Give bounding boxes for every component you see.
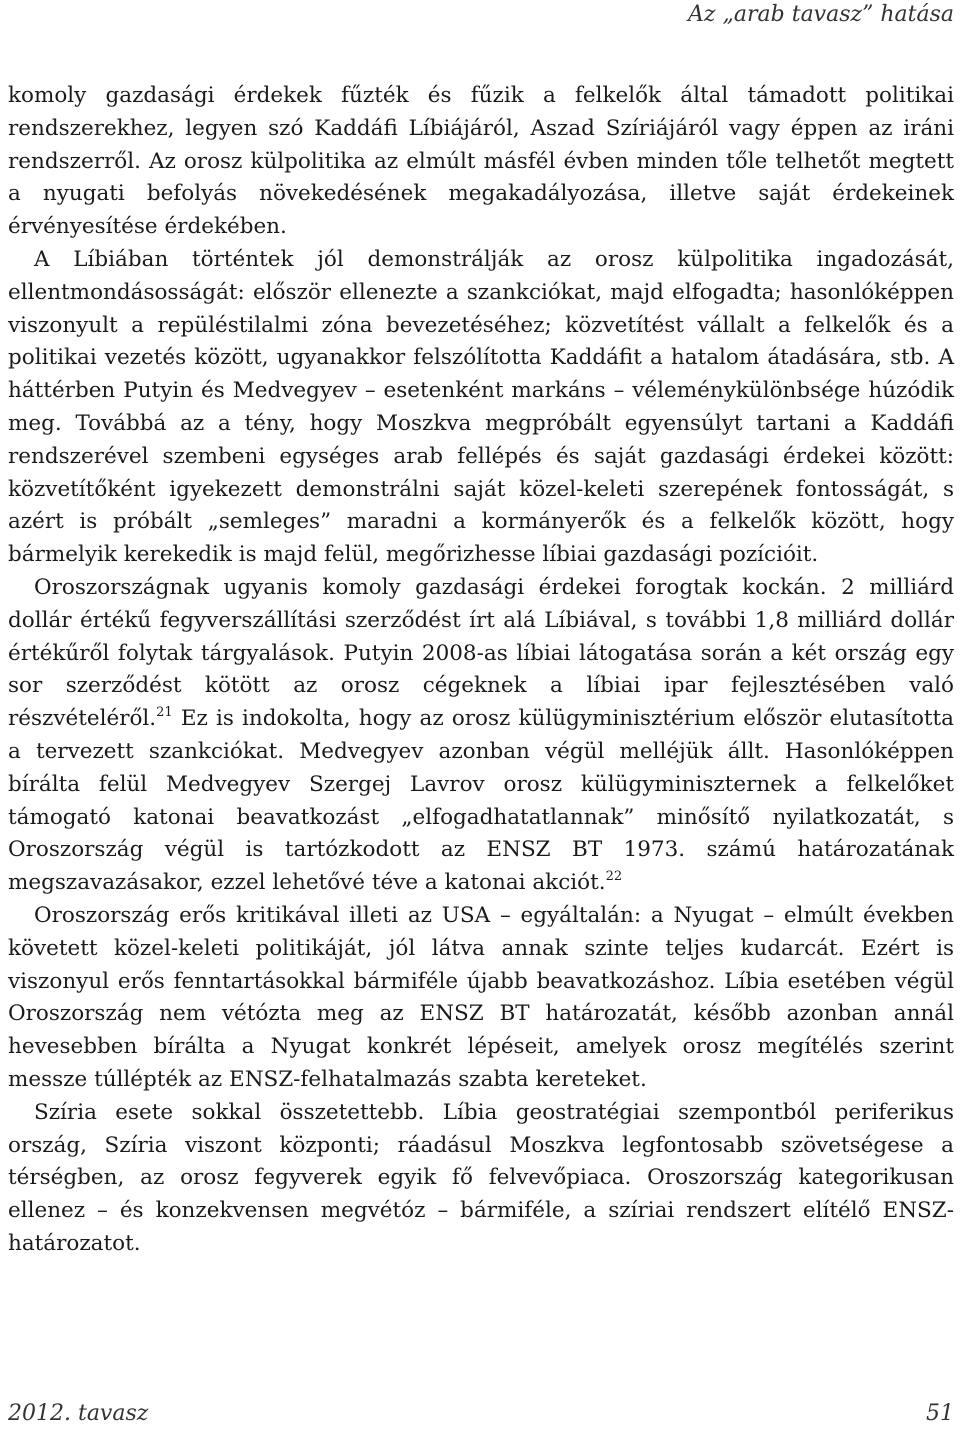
footnote-ref: 22 [605, 869, 623, 885]
paragraph-text-part: Ez is indokolta, hogy az orosz külügyminisztérium először elutasította a tervezett szankciókat. Medvegyev azonban végül melléjük állt. Hasonlóképpen bírálta felül Medvegyev Szergej Lavrov orosz külügyminiszternek a felkelőket támogató katonai beavatkozást „elfogadhatatlannak” minősítő nyilatkozatát, s Oroszország végül is tartózkodott az ENSZ BT 1973. számú határozatának megszavazásakor, ezzel lehetővé téve a katonai akciót. [8, 706, 954, 896]
article-body [8, 80, 954, 1261]
paragraph-libya: A Líbiában történtek jól demonstrálják az orosz külpolitika ingadozását, ellentmondásosságát: először ellenezte a szankciókat, majd elfogadta; hasonlóképpen viszonyult a repüléstilalmi zóna bevezetéséhez; közvetítést vállalt a felkelők és a politikai vezetés között, ugyanakkor felszólította Kaddáfit a hatalom átadására, stb. A háttérben Putyin és Medvegyev – esetenként markáns – véleménykülönbsége húzódik meg. Továbbá az a tény, hogy Moszkva megpróbált egyensúlyt tartani a Kaddáfi rendszerével szembeni egységes arab fellépés és saját gazdasági érdekei között: közvetítőként igyekezett demonstrálni saját közel-keleti szerepének fontosságát, s azért is próbált „semleges” maradni a kormányerők és a felkelők között, hogy bármelyik kerekedik is majd felül, megőrizhesse líbiai gazdasági pozícióit. [8, 246, 954, 568]
running-header: Az „arab tavasz” hatása [688, 2, 954, 27]
paragraph-economic-interests [8, 572, 954, 900]
page-number: 51 [926, 1401, 954, 1426]
paragraph-continued: komoly gazdasági érdekek fűzték és fűzik a felkelők által támadott politikai rendszerekhez, legyen szó Kaddáfi Líbiájáról, Aszad Szíriájáról vagy éppen az iráni rendszerről. Az orosz külpolitika az elmúlt másfél évben minden tőle telhetőt megtett a nyugati befolyás növekedésének megakadályozása, illetve saját érdekeinek érvényesítése érdekében. [8, 83, 954, 240]
paragraph-text-part: Oroszországnak ugyanis komoly gazdasági érdekei forogtak kockán. 2 milliárd dollár értékű fegyverszállítási szerződést írt alá Líbiával, s további 1,8 milliárd dollár értékűről folytak tárgyalások. Putyin 2008-as líbiai látogatása során a két ország egy sor szerződést kötött az orosz cégeknek a líbiai ipar fejlesztésében való részvételéről. [8, 574, 954, 732]
footer-issue: 2012. tavasz [8, 1401, 149, 1426]
footnote-ref: 21 [156, 705, 173, 721]
paragraph-criticism: Oroszország erős kritikával illeti az USA – egyáltalán: a Nyugat – elmúlt években követett közel-keleti politikáját, jól látva annak szinte teljes kudarcát. Ezért is viszonyul erős fenntartásokkal bármiféle újabb beavatkozáshoz. Líbia esetében végül Oroszország nem vétózta meg az ENSZ BT határozatát, később azonban annál hevesebben bírálta a Nyugat konkrét lépéseit, amelyek orosz megítélés szerint messze túllépték az ENSZ-felhatalmazás szabta kereteket. [8, 902, 954, 1092]
paragraph-syria: Szíria esete sokkal összetettebb. Líbia geostratégiai szempontból periferikus ország, Szíria viszont központi; ráadásul Moszkva legfontosabb szövetségese a térségben, az orosz fegyverek egyik fő felvevőpiaca. Oroszország kategorikusan ellenez – és konzekvensen megvétóz – bármiféle, a szíriai rendszert elítélő ENSZ-határozatot. [8, 1099, 954, 1256]
